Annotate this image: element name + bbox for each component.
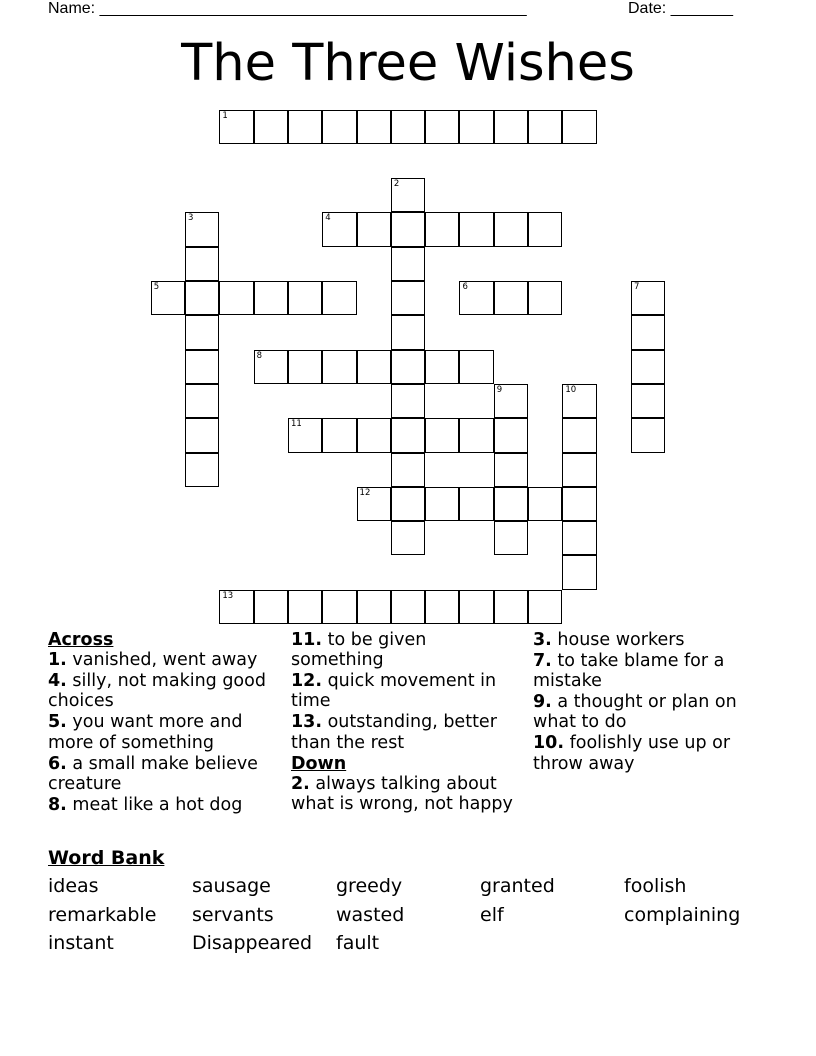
clue-down-9 [533, 692, 748, 732]
clue-text: a small make believe creature [48, 753, 258, 794]
crossword-cell[interactable] [631, 384, 665, 418]
crossword-cell[interactable] [288, 110, 322, 144]
word-bank-item: servants [192, 904, 274, 926]
crossword-cell[interactable] [528, 590, 562, 624]
clue-across-4 [48, 671, 273, 711]
word-bank-item: fault [336, 932, 380, 954]
crossword-cell[interactable] [254, 110, 288, 144]
clue-number: 13. [291, 712, 323, 733]
clues-column-2 [291, 630, 521, 815]
cell-number: 1 [222, 110, 228, 121]
crossword-cell[interactable] [322, 590, 356, 624]
clue-number: 1. [48, 650, 67, 671]
clue-number: 5. [48, 712, 67, 733]
crossword-cell[interactable] [631, 315, 665, 349]
crossword-cell[interactable] [459, 350, 493, 384]
crossword-cell[interactable] [322, 110, 356, 144]
cell-number: 3 [188, 213, 194, 224]
crossword-cell[interactable] [391, 247, 425, 281]
word-bank-item: sausage [192, 875, 271, 897]
crossword-cell[interactable] [391, 418, 425, 452]
clue-down-10 [533, 733, 748, 773]
clue-text: house workers [551, 630, 685, 650]
crossword-cell[interactable] [151, 281, 185, 315]
crossword-cell[interactable] [322, 212, 356, 246]
crossword-cell[interactable] [357, 590, 391, 624]
crossword-cell[interactable] [288, 350, 322, 384]
crossword-cell[interactable] [219, 110, 253, 144]
crossword-cell[interactable] [528, 110, 562, 144]
clue-text: foolishly use up or throw away [533, 733, 731, 774]
crossword-cell[interactable] [425, 418, 459, 452]
crossword-cell[interactable] [459, 212, 493, 246]
cell-number: 6 [462, 282, 468, 293]
clue-down-3 [533, 630, 748, 650]
crossword-cell[interactable] [631, 418, 665, 452]
crossword-cell[interactable] [219, 590, 253, 624]
crossword-cell[interactable] [494, 590, 528, 624]
crossword-cell[interactable] [494, 418, 528, 452]
word-bank-item: instant [48, 932, 114, 954]
crossword-cell[interactable] [425, 487, 459, 521]
clue-number: 7. [533, 651, 552, 671]
cell-number: 13 [222, 590, 234, 601]
clue-text: always talking about what is wrong, not happy [291, 773, 513, 815]
clue-down-2 [291, 774, 521, 814]
across-heading: Across [48, 630, 114, 650]
word-bank-item: ideas [48, 875, 99, 897]
crossword-cell[interactable] [494, 212, 528, 246]
crossword-cell[interactable] [254, 281, 288, 315]
clue-number: 11. [291, 630, 323, 650]
crossword-cell[interactable] [562, 453, 596, 487]
cell-number: 10 [565, 384, 577, 395]
clue-text: meat like a hot dog [66, 794, 243, 815]
clue-number: 10. [533, 733, 565, 754]
crossword-cell[interactable] [391, 110, 425, 144]
cell-number: 12 [359, 487, 371, 498]
crossword-cell[interactable] [425, 110, 459, 144]
crossword-cell[interactable] [391, 350, 425, 384]
clue-text: silly, not making good choices [48, 671, 266, 712]
crossword-cell[interactable] [254, 590, 288, 624]
crossword-cell[interactable] [391, 453, 425, 487]
crossword-cell[interactable] [288, 281, 322, 315]
crossword-cell[interactable] [562, 555, 596, 589]
crossword-cell[interactable] [322, 418, 356, 452]
crossword-cell[interactable] [185, 281, 219, 315]
crossword-cell[interactable] [459, 110, 493, 144]
word-bank-title: Word Bank [48, 847, 165, 869]
clue-text: to be given something [291, 630, 427, 671]
crossword-cell[interactable] [185, 315, 219, 349]
crossword-cell[interactable] [562, 110, 596, 144]
crossword-cell[interactable] [459, 418, 493, 452]
crossword-cell[interactable] [459, 487, 493, 521]
crossword-cell[interactable] [391, 521, 425, 555]
crossword-cell[interactable] [219, 281, 253, 315]
crossword-cell[interactable] [528, 281, 562, 315]
down-heading: Down [291, 753, 347, 774]
word-bank-item: Disappeared [192, 932, 313, 954]
clue-across-5 [48, 712, 273, 752]
crossword-cell[interactable] [185, 247, 219, 281]
crossword-cell[interactable] [631, 281, 665, 315]
crossword-cell[interactable] [391, 487, 425, 521]
crossword-cell[interactable] [494, 110, 528, 144]
clue-down-7 [533, 651, 748, 691]
crossword-cell[interactable] [562, 384, 596, 418]
clue-number: 8. [48, 794, 67, 815]
cell-number: 8 [256, 350, 263, 361]
word-bank-item: wasted [336, 904, 405, 926]
clue-text: outstanding, better than the rest [291, 712, 497, 753]
crossword-cell[interactable] [425, 590, 459, 624]
crossword-cell[interactable] [391, 178, 425, 212]
crossword-cell[interactable] [562, 521, 596, 555]
crossword-cell[interactable] [288, 418, 322, 452]
crossword-cell[interactable] [185, 350, 219, 384]
crossword-cell[interactable] [494, 487, 528, 521]
crossword-cell[interactable] [494, 384, 528, 418]
crossword-cell[interactable] [357, 350, 391, 384]
clue-across-8 [48, 795, 273, 815]
crossword-cell[interactable] [357, 110, 391, 144]
crossword-cell[interactable] [322, 281, 356, 315]
name-field-label: Name: ________________________________________________ [48, 0, 527, 17]
word-bank-item: foolish [624, 875, 687, 897]
clues-column-3 [533, 630, 748, 775]
clue-across-11 [291, 630, 521, 670]
clue-across-12 [291, 671, 521, 711]
crossword-cell[interactable] [494, 453, 528, 487]
crossword-cell[interactable] [185, 384, 219, 418]
crossword-cell[interactable] [631, 350, 665, 384]
crossword-cell[interactable] [391, 384, 425, 418]
crossword-cell[interactable] [459, 281, 493, 315]
crossword-cell[interactable] [528, 212, 562, 246]
crossword-cell[interactable] [459, 590, 493, 624]
crossword-cell[interactable] [391, 281, 425, 315]
date-field-label: Date: _______ [628, 0, 733, 17]
crossword-cell[interactable] [357, 418, 391, 452]
cell-number: 7 [633, 282, 640, 293]
clue-across-13 [291, 712, 521, 752]
crossword-cell[interactable] [425, 350, 459, 384]
word-bank-item: remarkable [48, 904, 157, 926]
crossword-cell[interactable] [254, 350, 288, 384]
clue-number: 12. [291, 671, 323, 692]
word-bank-item: greedy [336, 875, 403, 897]
cell-number: 11 [290, 419, 302, 430]
page-title: The Three Wishes [181, 34, 635, 93]
crossword-cell[interactable] [391, 590, 425, 624]
cell-number: 2 [393, 179, 400, 190]
crossword-cell[interactable] [357, 212, 391, 246]
clues-column-1 [48, 630, 273, 816]
clue-number: 6. [48, 753, 67, 774]
crossword-cell[interactable] [494, 281, 528, 315]
cell-number: 5 [153, 282, 160, 293]
clue-text: vanished, went away [66, 650, 258, 671]
word-bank-item: complaining [624, 904, 741, 926]
crossword-cell[interactable] [391, 212, 425, 246]
cell-number: 9 [496, 384, 503, 395]
crossword-cell[interactable] [391, 315, 425, 349]
crossword-cell[interactable] [185, 453, 219, 487]
cell-number: 4 [325, 213, 331, 224]
crossword-cell[interactable] [562, 418, 596, 452]
word-bank-item: elf [480, 904, 504, 926]
crossword-cell[interactable] [528, 487, 562, 521]
crossword-cell[interactable] [357, 487, 391, 521]
clue-number: 4. [48, 671, 67, 692]
clue-text: quick movement in time [291, 671, 497, 712]
crossword-cell[interactable] [185, 212, 219, 246]
crossword-cell[interactable] [425, 212, 459, 246]
clue-text: to take blame for a mistake [533, 651, 725, 692]
clue-text: a thought or plan on what to do [533, 692, 737, 733]
clue-across-1 [48, 650, 273, 670]
crossword-cell[interactable] [562, 487, 596, 521]
clue-across-6 [48, 754, 273, 794]
clue-number: 2. [291, 773, 310, 794]
clue-number: 3. [533, 630, 552, 650]
clue-text: you want more and more of something [48, 712, 243, 753]
crossword-cell[interactable] [494, 521, 528, 555]
word-bank-item: granted [480, 875, 555, 897]
crossword-cell[interactable] [185, 418, 219, 452]
clue-number: 9. [533, 692, 552, 713]
crossword-cell[interactable] [288, 590, 322, 624]
crossword-cell[interactable] [322, 350, 356, 384]
